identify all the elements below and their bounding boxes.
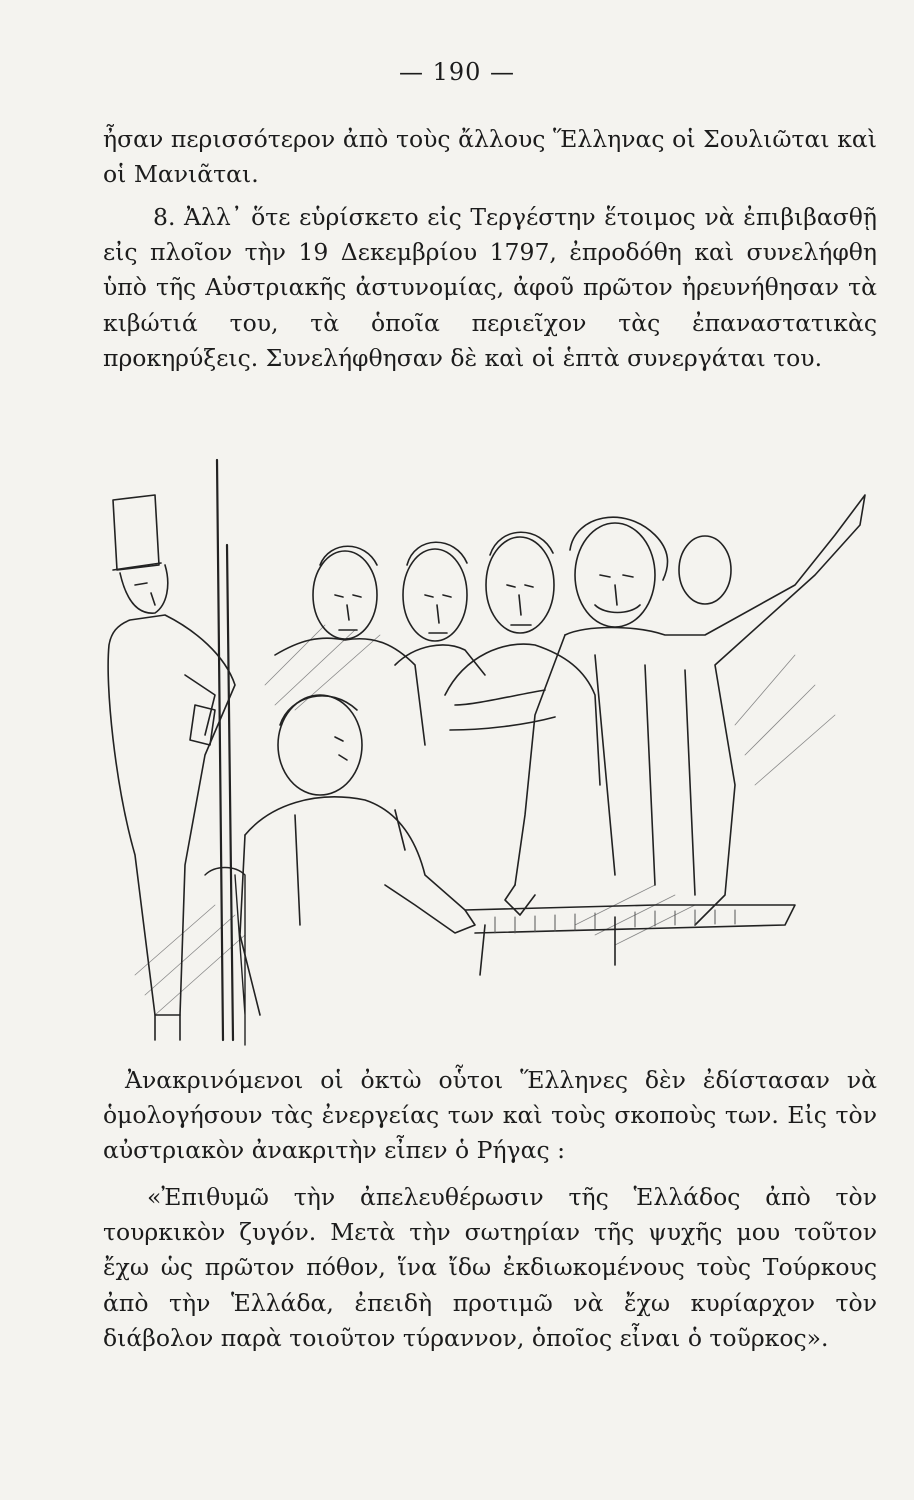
seated-figure: [240, 695, 475, 1015]
soldier-figure: [108, 495, 235, 1040]
illustration-arrest-scene: [95, 455, 875, 1053]
table: [465, 905, 795, 975]
paragraph-intro: ἦσαν περισσότερον ἀπὸ τοὺς ἄλλους Ἕλληνας οἱ Σουλιῶται καὶ οἱ Μανιᾶται.: [103, 125, 877, 189]
paragraph-rigas-quote: «Ἐπιθυμῶ τὴν ἀπελευθέρωσιν τῆς Ἑλλάδος ἀπὸ τὸν τουρκικὸν ζυγόν. Μετὰ τὴν σωτηρίαν τῆς ψυχῆς μου τοῦτον ἔχω ὡς πρῶτον πόθον, ἵνα ἴδω ἐκδιωκομένους τοὺς Τούρκους ἀπὸ τὴν Ἑλλάδα, ἐπειδὴ προτιμῶ νὰ ἔχω κυρίαρχον τὸν διάβολον παρὰ τοιοῦτον τύραννον, ὁποῖος εἶναι ὁ τοῦρκος».: [103, 1183, 877, 1352]
paragraph-section-8: 8. Ἀλλ᾽ ὅτε εὑρίσκετο εἰς Τεργέστην ἕτοιμος νὰ ἐπιβιβασθῇ εἰς πλοῖον τὴν 19 Δεκεμβρίου 1797, ἐπροδόθη καὶ συνελήφθη ὑπὸ τῆς Αὐστριακῆς ἀστυνομίας, ἀφοῦ πρῶτον ἠρευνήθησαν τὰ κιβώτιά του, τὰ ὁποῖα περιεῖχον τὰς ἐπαναστατικὰς προκηρύξεις. Συνελήφθησαν δὲ καὶ οἱ ἑπτὰ συνεργάται του.: [103, 203, 877, 372]
speaker-figure: [505, 495, 865, 925]
chair: [205, 868, 245, 1046]
paragraph-interrogation: Ἀνακρινόμενοι οἱ ὀκτὼ οὗτοι Ἕλληνες δὲν ἐδίστασαν νὰ ὁμολογήσουν τὰς ἐνεργείας των καὶ τοὺς σκοποὺς των. Εἰς τὸν αὐστριακὸν ἀνακριτὴν εἶπεν ὁ Ρήγας :: [103, 1066, 877, 1165]
page-number: — 190 —: [398, 58, 516, 86]
standing-men: [275, 532, 600, 785]
